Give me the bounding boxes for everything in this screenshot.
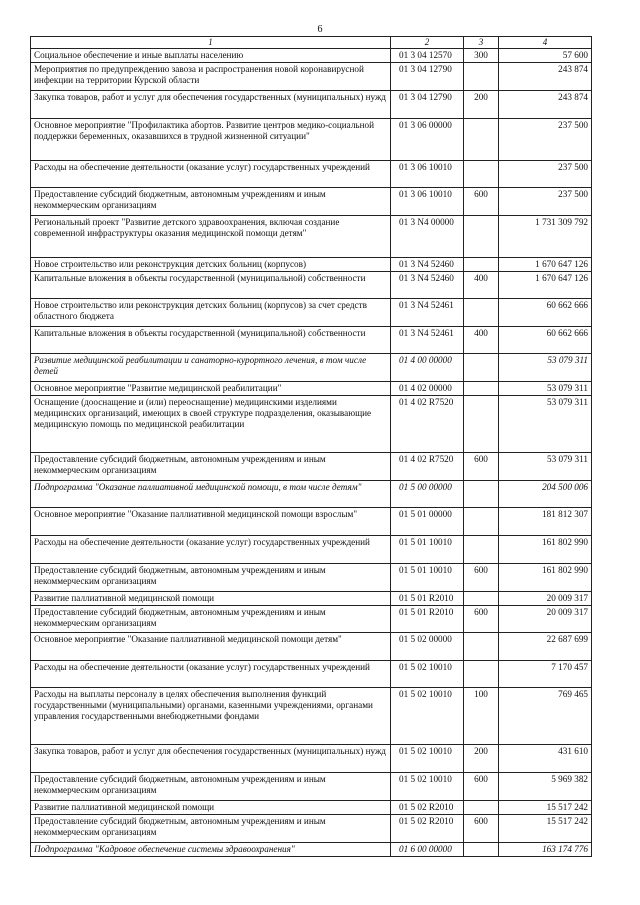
table-row — [31, 508, 592, 536]
row-amount: 22 687 699 — [499, 633, 592, 661]
row-name: Расходы на обеспечение деятельности (оказание услуг) государственных учреждений — [31, 161, 391, 188]
table-row — [31, 481, 592, 508]
row-code: 01 3 N4 52461 — [391, 299, 464, 327]
row-expense-type: 600 — [464, 188, 499, 216]
row-amount: 60 662 666 — [499, 299, 592, 327]
table-row — [31, 815, 592, 843]
row-amount: 769 465 — [499, 688, 592, 745]
row-expense-type — [464, 216, 499, 258]
budget-table — [30, 36, 592, 857]
row-expense-type — [464, 63, 499, 91]
row-name: Капитальные вложения в объекты государственной (муниципальной) собственности — [31, 272, 391, 299]
row-name: Расходы на обеспечение деятельности (оказание услуг) государственных учреждений — [31, 536, 391, 564]
row-code: 01 5 01 10010 — [391, 564, 464, 592]
row-expense-type — [464, 258, 499, 272]
row-amount: 1 670 647 126 — [499, 272, 592, 299]
row-expense-type — [464, 161, 499, 188]
row-code: 01 4 02 R7520 — [391, 396, 464, 453]
row-amount: 15 517 242 — [499, 815, 592, 843]
row-amount: 60 662 666 — [499, 327, 592, 354]
row-expense-type: 300 — [464, 49, 499, 63]
table-row — [31, 382, 592, 396]
row-expense-type: 200 — [464, 91, 499, 119]
row-code: 01 3 04 12790 — [391, 63, 464, 91]
table-row — [31, 688, 592, 745]
row-amount: 53 079 311 — [499, 396, 592, 453]
table-header-row — [31, 37, 592, 49]
row-code: 01 3 06 10010 — [391, 188, 464, 216]
row-name: Подпрограмма "Оказание паллиативной медицинской помощи, в том числе детям" — [31, 481, 391, 508]
row-name: Развитие паллиативной медицинской помощи — [31, 801, 391, 815]
table-row — [31, 536, 592, 564]
table-row — [31, 633, 592, 661]
row-code: 01 3 06 00000 — [391, 119, 464, 161]
row-name: Социальное обеспечение и иные выплаты населению — [31, 49, 391, 63]
row-expense-type — [464, 396, 499, 453]
row-name: Основное мероприятие "Профилактика абортов. Развитие центров медико-социальной поддержки беременных, оказавшихся в трудной жизненной ситуации" — [31, 119, 391, 161]
row-name: Подпрограмма "Кадровое обеспечение системы здравоохранения" — [31, 843, 391, 857]
row-code: 01 4 02 00000 — [391, 382, 464, 396]
row-code: 01 5 02 10010 — [391, 745, 464, 773]
row-amount: 243 874 — [499, 63, 592, 91]
row-name: Предоставление субсидий бюджетным, автономным учреждениям и иным некоммерческим организациям — [31, 773, 391, 801]
header-col-3: 3 — [464, 37, 499, 49]
row-expense-type — [464, 536, 499, 564]
row-code: 01 5 02 10010 — [391, 688, 464, 745]
row-code: 01 5 01 10010 — [391, 536, 464, 564]
row-amount: 204 500 006 — [499, 481, 592, 508]
row-amount: 20 009 317 — [499, 606, 592, 633]
row-code: 01 3 04 12790 — [391, 91, 464, 119]
row-name: Предоставление субсидий бюджетным, автономным учреждениям и иным некоммерческим организациям — [31, 815, 391, 843]
row-amount: 431 610 — [499, 745, 592, 773]
row-expense-type — [464, 633, 499, 661]
table-row — [31, 773, 592, 801]
row-name: Расходы на выплаты персоналу в целях обеспечения выполнения функций государственными (муниципальными) органами, казенными учреждениями, органами управления государственными внебюджетными фондами — [31, 688, 391, 745]
table-row — [31, 661, 592, 688]
row-expense-type — [464, 801, 499, 815]
row-expense-type — [464, 843, 499, 857]
row-expense-type: 600 — [464, 453, 499, 481]
row-code: 01 5 01 00000 — [391, 508, 464, 536]
table-row — [31, 354, 592, 382]
row-code: 01 3 N4 52460 — [391, 272, 464, 299]
row-name: Предоставление субсидий бюджетным, автономным учреждениям и иным некоммерческим организациям — [31, 453, 391, 481]
row-code: 01 5 02 10010 — [391, 773, 464, 801]
table-row — [31, 49, 592, 63]
row-code: 01 3 04 12570 — [391, 49, 464, 63]
row-expense-type: 600 — [464, 564, 499, 592]
row-name: Развитие паллиативной медицинской помощи — [31, 592, 391, 606]
header-col-1: 1 — [31, 37, 391, 49]
table-row — [31, 299, 592, 327]
row-name: Основное мероприятие "Оказание паллиативной медицинской помощи взрослым" — [31, 508, 391, 536]
table-row — [31, 258, 592, 272]
row-name: Основное мероприятие "Оказание паллиативной медицинской помощи детям" — [31, 633, 391, 661]
row-code: 01 5 02 00000 — [391, 633, 464, 661]
row-amount: 237 500 — [499, 188, 592, 216]
row-expense-type: 600 — [464, 606, 499, 633]
row-expense-type — [464, 508, 499, 536]
row-code: 01 4 02 R7520 — [391, 453, 464, 481]
row-expense-type: 600 — [464, 815, 499, 843]
table-row — [31, 91, 592, 119]
row-expense-type — [464, 592, 499, 606]
row-expense-type: 400 — [464, 272, 499, 299]
row-name: Закупка товаров, работ и услуг для обеспечения государственных (муниципальных) нужд — [31, 91, 391, 119]
table-row — [31, 119, 592, 161]
row-amount: 7 170 457 — [499, 661, 592, 688]
row-amount: 5 969 382 — [499, 773, 592, 801]
row-name: Основное мероприятие "Развитие медицинской реабилитации" — [31, 382, 391, 396]
row-code: 01 5 02 R2010 — [391, 801, 464, 815]
table-row — [31, 606, 592, 633]
row-code: 01 3 N4 52461 — [391, 327, 464, 354]
row-amount: 163 174 776 — [499, 843, 592, 857]
table-row — [31, 63, 592, 91]
table-row — [31, 843, 592, 857]
row-name: Предоставление субсидий бюджетным, автономным учреждениям и иным некоммерческим организациям — [31, 564, 391, 592]
row-code: 01 5 02 R2010 — [391, 815, 464, 843]
row-name: Расходы на обеспечение деятельности (оказание услуг) государственных учреждений — [31, 661, 391, 688]
row-name: Мероприятия по предупреждению завоза и распространения новой коронавирусной инфекции на территории Курской области — [31, 63, 391, 91]
row-expense-type — [464, 661, 499, 688]
row-amount: 181 812 307 — [499, 508, 592, 536]
row-code: 01 5 02 10010 — [391, 661, 464, 688]
row-name: Предоставление субсидий бюджетным, автономным учреждениям и иным некоммерческим организациям — [31, 606, 391, 633]
row-expense-type — [464, 382, 499, 396]
row-amount: 53 079 311 — [499, 354, 592, 382]
row-expense-type — [464, 481, 499, 508]
row-code: 01 5 00 00000 — [391, 481, 464, 508]
table-row — [31, 272, 592, 299]
row-code: 01 6 00 00000 — [391, 843, 464, 857]
row-name: Новое строительство или реконструкция детских больниц (корпусов) — [31, 258, 391, 272]
row-expense-type: 100 — [464, 688, 499, 745]
row-amount: 237 500 — [499, 161, 592, 188]
row-code: 01 5 01 R2010 — [391, 606, 464, 633]
row-amount: 20 009 317 — [499, 592, 592, 606]
row-code: 01 3 06 10010 — [391, 161, 464, 188]
row-code: 01 3 N4 52460 — [391, 258, 464, 272]
table-row — [31, 592, 592, 606]
row-code: 01 3 N4 00000 — [391, 216, 464, 258]
table-row — [31, 801, 592, 815]
row-amount: 1 731 309 792 — [499, 216, 592, 258]
row-amount: 1 670 647 126 — [499, 258, 592, 272]
table-row — [31, 564, 592, 592]
row-amount: 53 079 311 — [499, 453, 592, 481]
table-row — [31, 453, 592, 481]
header-col-4: 4 — [499, 37, 592, 49]
page-number: 6 — [317, 24, 323, 35]
row-amount: 237 500 — [499, 119, 592, 161]
table-row — [31, 327, 592, 354]
row-expense-type: 200 — [464, 745, 499, 773]
row-name: Капитальные вложения в объекты государственной (муниципальной) собственности — [31, 327, 391, 354]
row-amount: 161 802 990 — [499, 536, 592, 564]
header-col-2: 2 — [391, 37, 464, 49]
row-name: Региональный проект "Развитие детского здравоохранения, включая создание современной инфраструктуры оказания медицинской помощи детям" — [31, 216, 391, 258]
row-amount: 243 874 — [499, 91, 592, 119]
row-expense-type — [464, 299, 499, 327]
row-code: 01 4 00 00000 — [391, 354, 464, 382]
row-amount: 161 802 990 — [499, 564, 592, 592]
table-row — [31, 216, 592, 258]
row-expense-type — [464, 119, 499, 161]
row-name: Новое строительство или реконструкция детских больниц (корпусов) за счет средств областного бюджета — [31, 299, 391, 327]
table-row — [31, 188, 592, 216]
row-code: 01 5 01 R2010 — [391, 592, 464, 606]
row-name: Оснащение (дооснащение и (или) переоснащение) медицинскими изделиями медицинских организаций, имеющих в своей структуре подразделения, оказывающие медицинскую помощь по медицинской реабилитации — [31, 396, 391, 453]
table-row — [31, 396, 592, 453]
table-row — [31, 745, 592, 773]
row-name: Предоставление субсидий бюджетным, автономным учреждениям и иным некоммерческим организациям — [31, 188, 391, 216]
row-amount: 53 079 311 — [499, 382, 592, 396]
row-expense-type: 600 — [464, 773, 499, 801]
row-name: Развитие медицинской реабилитации и санаторно-курортного лечения, в том числе детей — [31, 354, 391, 382]
row-expense-type — [464, 354, 499, 382]
row-name: Закупка товаров, работ и услуг для обеспечения государственных (муниципальных) нужд — [31, 745, 391, 773]
row-amount: 15 517 242 — [499, 801, 592, 815]
table-row — [31, 161, 592, 188]
row-expense-type: 400 — [464, 327, 499, 354]
row-amount: 57 600 — [499, 49, 592, 63]
